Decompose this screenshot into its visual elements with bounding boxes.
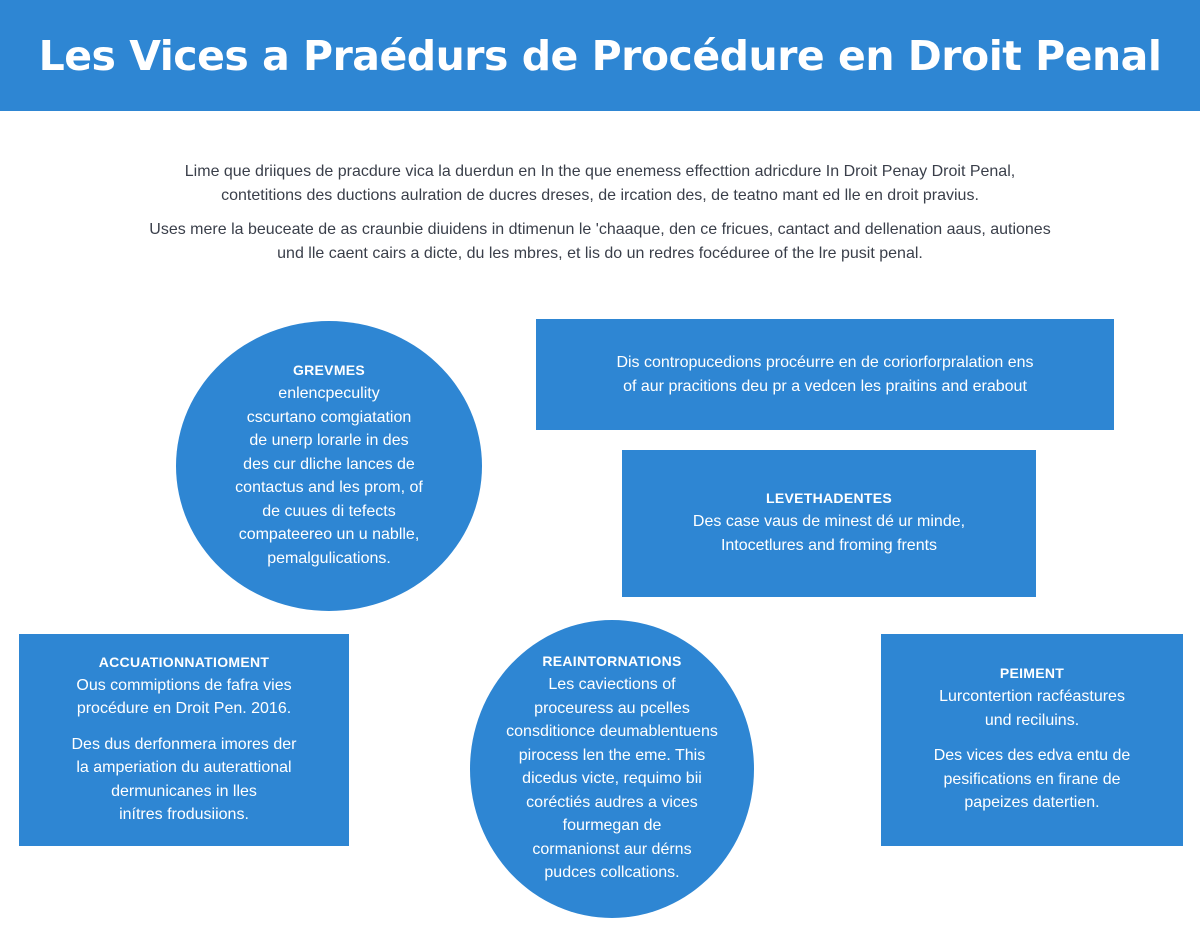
node-line: Ous commiptions de fafra vies	[76, 676, 292, 694]
intro-line: und lle caent cairs a dicte, du les mbres, et lis do un redres focéduree of the lre pusit penal.	[277, 245, 923, 262]
node-line: Dis contropucedions procéurre en de coriorforpralation ens	[616, 354, 1034, 371]
node-top-right	[536, 319, 1114, 430]
node-line: inítres frodusiions.	[119, 806, 249, 823]
node-line: Des vices des edva entu de	[933, 747, 1131, 765]
node-body	[235, 382, 423, 570]
node-reaintornations	[470, 620, 754, 918]
node-line: papeizes datertien.	[964, 794, 1100, 812]
intro-line: contetitions des ductions aulration de ducres dreses, de ircation des, de teatno mant ed lle en droit pravius.	[221, 187, 979, 204]
node-line: dicedus victe, requimo bii	[522, 770, 702, 788]
node-body	[693, 510, 965, 557]
node-line: pudces collcations.	[544, 864, 680, 882]
node-line: cscurtano comgiatation	[246, 408, 412, 426]
node-line: cormanionst aur dérns	[532, 840, 692, 858]
node-accuationnatioment	[19, 634, 349, 846]
node-line: dermunicanes in lles	[111, 782, 257, 800]
node-line: und reciluins.	[984, 711, 1080, 729]
node-line: de cuues di tefects	[262, 502, 396, 520]
node-line: pirocess len the eme. This	[518, 746, 706, 764]
node-body	[506, 673, 718, 885]
node-body	[934, 685, 1131, 815]
node-line: Intocetlures and froming frents	[720, 536, 938, 554]
node-line: Des dus derfonmera imores der	[71, 735, 297, 753]
node-line: consditionce deumablentuens	[506, 723, 718, 741]
node-line: proceuress au pcelles	[534, 699, 690, 717]
node-levethadentes	[622, 450, 1036, 597]
intro-line: Lime que driiques de pracdure vica la duerdun en In the que enemess effecttion adricdure In Droit Penay Droit Penal,	[184, 163, 1016, 180]
node-line: de unerp lorarle in des	[249, 432, 409, 449]
node-line: des cur dliche lances de	[243, 455, 415, 473]
node-title: REAINTORNATIONS	[542, 653, 682, 670]
intro-paragraph-2	[60, 218, 1140, 266]
node-line: enlencpeculity	[278, 385, 380, 402]
intro-line: Uses mere la beuceate de as craunbie diuidens in dtimenun le 'chaaque, den ce fricues, cantact and dellenation aaus, autiones	[149, 221, 1051, 238]
node-title: ACCUATIONNATIOMENT	[98, 653, 270, 670]
node-line: fourmegan de	[562, 817, 662, 835]
node-line: la amperiation du auterattional	[76, 759, 292, 776]
node-body	[616, 351, 1033, 398]
page-title: Les Vices a Praédurs de Procédure en Droit Penal	[38, 31, 1162, 80]
intro-paragraph-1	[60, 160, 1140, 208]
node-line: contactus and les prom, of	[235, 479, 423, 496]
node-line: of aur pracitions deu pr a vedcen les praitins and erabout	[623, 377, 1027, 395]
node-title: PEIMENT	[999, 665, 1065, 682]
node-line: Des case vaus de minest dé ur minde,	[692, 513, 966, 530]
node-line: pemalgulications.	[267, 549, 391, 567]
node-grevmes	[176, 321, 482, 611]
node-title: GREVMES	[292, 362, 366, 378]
node-line: compateereo un u nablle,	[238, 526, 420, 543]
header-banner	[0, 0, 1200, 111]
node-line: procédure en Droit Pen. 2016.	[76, 700, 292, 717]
node-line: Lurcontertion racféastures	[939, 688, 1125, 706]
node-line: coréctiés audres a vices	[526, 793, 698, 811]
node-body	[72, 674, 297, 827]
node-title: LEVETHADENTES	[765, 490, 893, 506]
node-peiment	[881, 634, 1183, 846]
node-line: Les caviections of	[548, 676, 676, 694]
node-line: pesifications en firane de	[943, 770, 1121, 788]
